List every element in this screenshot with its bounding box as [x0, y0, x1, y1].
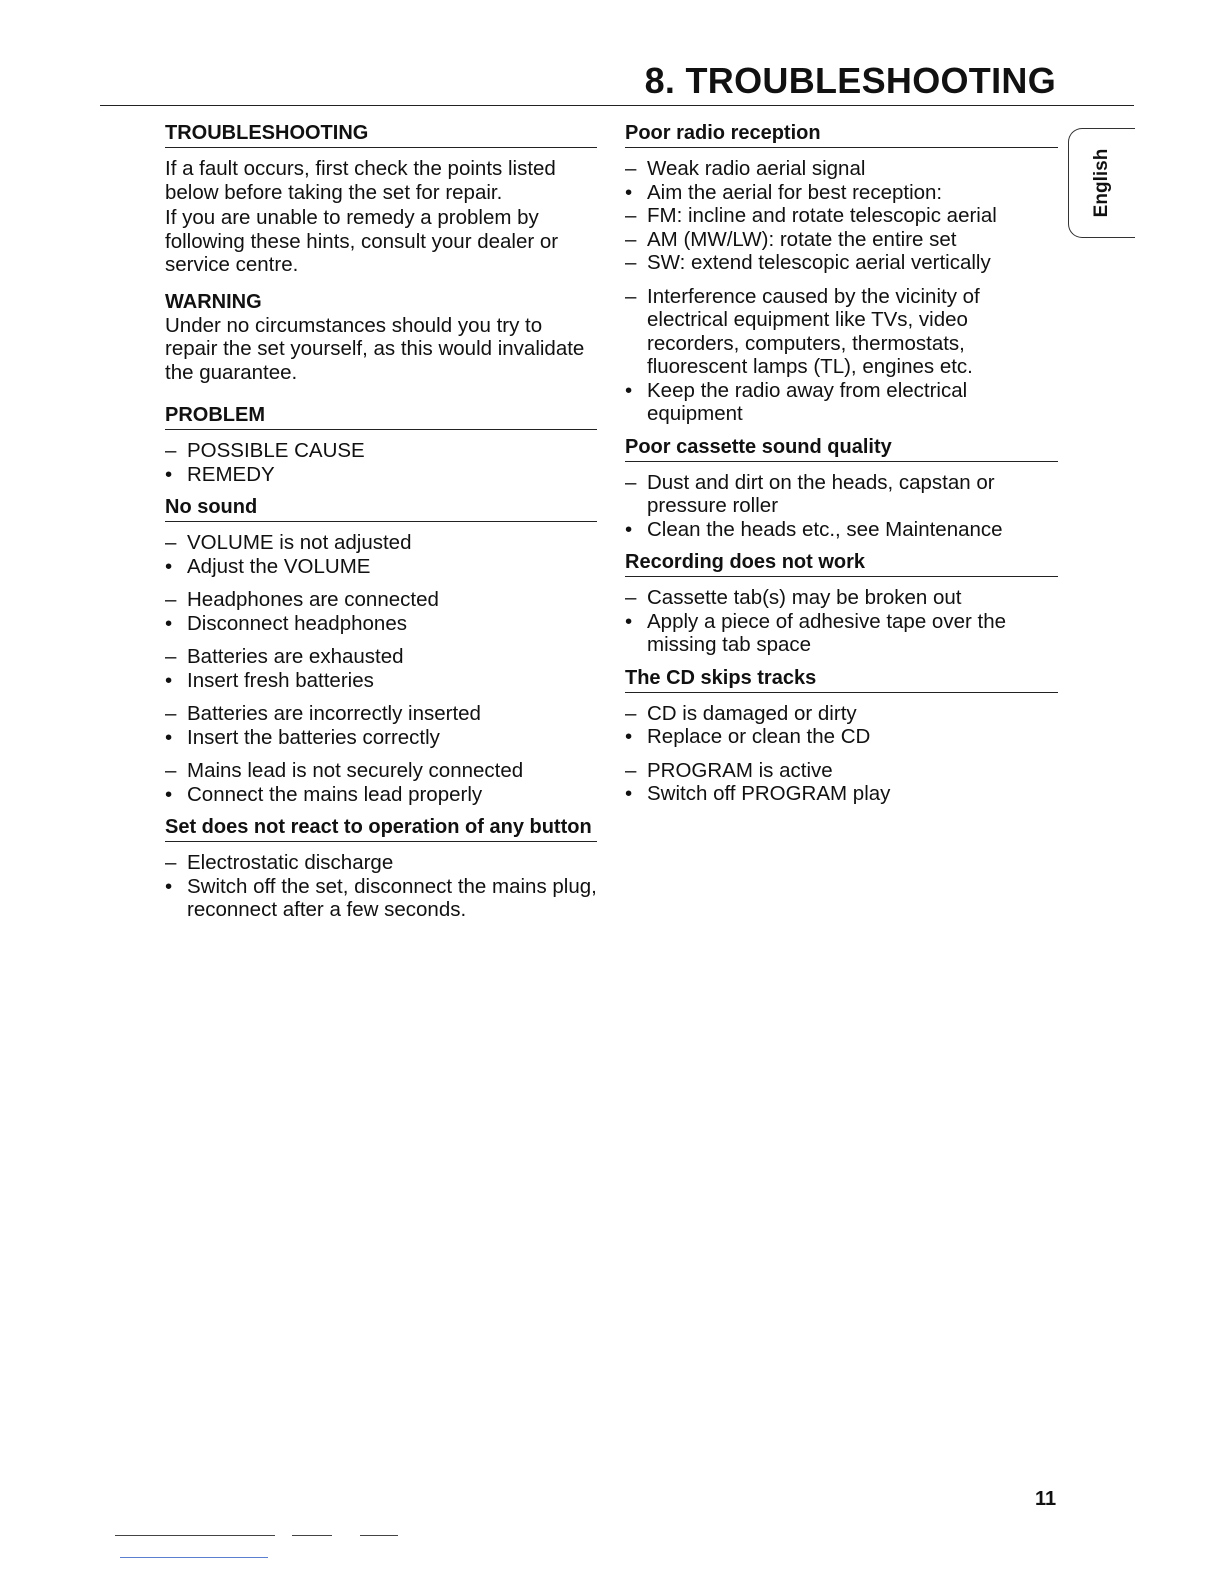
- cassette-section: [625, 436, 1058, 542]
- item-text: Clean the heads etc., see Maintenance: [647, 517, 1003, 541]
- problem-section: [165, 404, 597, 486]
- item-text: Weak radio aerial signal: [647, 157, 866, 180]
- item-text: VOLUME is not adjusted: [187, 531, 412, 554]
- no-react-heading: Set does not react to operation of any button: [165, 816, 597, 842]
- list-item: [165, 783, 597, 807]
- intro-paragraph: If you are unable to remedy a problem by following these hints, consult your dealer or service centre.: [165, 206, 559, 276]
- language-tab-label: English: [1091, 148, 1112, 218]
- bullet-mark: •: [625, 378, 633, 402]
- dash-mark: –: [625, 157, 637, 180]
- item-group: [625, 759, 1058, 806]
- dash-mark: –: [165, 531, 177, 554]
- item-text: Aim the aerial for best reception:: [647, 180, 943, 204]
- item-text: Cassette tab(s) may be broken out: [647, 586, 962, 609]
- list-item: [165, 463, 597, 487]
- bullet-mark: •: [165, 874, 173, 898]
- item-text: Replace or clean the CD: [647, 725, 871, 748]
- dash-mark: –: [165, 588, 177, 611]
- item-group: [625, 586, 1058, 657]
- language-tab: [1068, 128, 1135, 238]
- list-item: [165, 875, 597, 922]
- list-item: [625, 157, 1058, 181]
- item-group: [625, 285, 1058, 426]
- dash-mark: –: [165, 439, 177, 462]
- bullet-mark: •: [165, 782, 173, 806]
- no-sound-heading: No sound: [165, 496, 597, 522]
- item-text: Interference caused by the vicinity of electrical equipment like TVs, video recorders, computers, thermostats, fluorescent lamps (TL), engines etc.: [647, 284, 980, 378]
- item-text: Disconnect headphones: [187, 611, 407, 635]
- list-item: [165, 851, 597, 875]
- list-item: [165, 612, 597, 636]
- item-group: [625, 702, 1058, 749]
- page-title: 8. TROUBLESHOOTING: [644, 60, 1056, 101]
- bullet-mark: •: [165, 462, 173, 486]
- item-group: [165, 645, 597, 692]
- dash-mark: –: [165, 851, 177, 874]
- list-item: [625, 725, 1058, 749]
- item-group: [165, 439, 597, 486]
- radio-heading: Poor radio reception: [625, 122, 1058, 148]
- list-item: [625, 471, 1058, 518]
- dash-mark: –: [625, 758, 637, 782]
- warning-section: [165, 291, 597, 385]
- bullet-mark: •: [625, 725, 633, 748]
- item-text: FM: incline and rotate telescopic aerial: [647, 204, 997, 227]
- item-text: AM (MW/LW): rotate the entire set: [647, 227, 957, 251]
- list-item: [165, 439, 597, 463]
- no-sound-section: [165, 496, 597, 806]
- page-number: 11: [1035, 1488, 1057, 1510]
- item-text: Batteries are exhausted: [187, 645, 404, 668]
- dash-mark: –: [625, 251, 637, 274]
- item-text: Keep the radio away from electrical equipment: [647, 378, 968, 425]
- bullet-mark: •: [165, 725, 173, 749]
- no-react-section: [165, 816, 597, 922]
- item-text: Switch off the set, disconnect the mains plug, reconnect after a few seconds.: [187, 874, 597, 921]
- scan-artifact-line: [120, 1557, 268, 1558]
- list-item: [165, 588, 597, 612]
- dash-mark: –: [165, 759, 177, 782]
- item-group: [165, 759, 597, 806]
- intro-paragraph: If a fault occurs, first check the points listed below before taking the set for repair.: [165, 157, 556, 204]
- item-group: [625, 471, 1058, 542]
- bullet-mark: •: [625, 609, 633, 633]
- list-item: [165, 669, 597, 693]
- item-text: Connect the mains lead properly: [187, 782, 483, 806]
- warning-heading: WARNING: [165, 290, 262, 313]
- item-group: [165, 531, 597, 578]
- list-item: [165, 645, 597, 669]
- list-item: [625, 610, 1058, 657]
- item-text: Batteries are incorrectly inserted: [187, 702, 481, 725]
- dash-mark: –: [625, 470, 637, 494]
- recording-heading: Recording does not work: [625, 551, 1058, 577]
- cd-section: [625, 667, 1058, 806]
- list-item: [165, 726, 597, 750]
- radio-section: [625, 122, 1058, 426]
- scan-artifact-line: [115, 1535, 275, 1536]
- cassette-heading: Poor cassette sound quality: [625, 436, 1058, 462]
- list-item: [165, 531, 597, 555]
- item-text: Apply a piece of adhesive tape over the missing tab space: [647, 609, 1006, 656]
- bullet-mark: •: [165, 611, 173, 635]
- bullet-mark: •: [165, 668, 173, 692]
- header-rule: [100, 105, 1134, 106]
- dash-mark: –: [625, 204, 637, 227]
- list-item: [625, 228, 1058, 252]
- bullet-mark: •: [625, 782, 633, 805]
- warning-text: Under no circumstances should you try to repair the set yourself, as this would invalidate the guarantee.: [165, 313, 585, 384]
- dash-mark: –: [625, 284, 637, 308]
- item-text: Insert fresh batteries: [187, 668, 374, 692]
- scan-artifact-line: [360, 1535, 398, 1536]
- bullet-mark: •: [625, 180, 633, 204]
- list-item: [625, 586, 1058, 610]
- item-text: Insert the batteries correctly: [187, 725, 440, 749]
- item-text: Electrostatic discharge: [187, 851, 394, 874]
- list-item: [625, 251, 1058, 275]
- dash-mark: –: [625, 227, 637, 251]
- item-text: PROGRAM is active: [647, 758, 833, 782]
- list-item: [165, 759, 597, 783]
- item-group: [625, 157, 1058, 275]
- troubleshooting-heading: TROUBLESHOOTING: [165, 122, 597, 148]
- cd-heading: The CD skips tracks: [625, 667, 1058, 693]
- item-group: [165, 588, 597, 635]
- item-group: [165, 702, 597, 749]
- bullet-mark: •: [165, 554, 173, 578]
- list-item: [625, 181, 1058, 205]
- item-text: REMEDY: [187, 462, 275, 486]
- list-item: [625, 518, 1058, 542]
- item-text: Adjust the VOLUME: [187, 554, 371, 578]
- list-item: [625, 759, 1058, 783]
- dash-mark: –: [625, 586, 637, 609]
- left-column: [165, 122, 597, 932]
- list-item: [625, 285, 1058, 379]
- item-text: Headphones are connected: [187, 588, 439, 611]
- right-column: [625, 122, 1058, 816]
- list-item: [625, 702, 1058, 726]
- item-text: POSSIBLE CAUSE: [187, 439, 365, 462]
- bullet-mark: •: [625, 517, 633, 541]
- item-text: CD is damaged or dirty: [647, 701, 857, 725]
- item-text: Switch off PROGRAM play: [647, 782, 891, 805]
- dash-mark: –: [165, 702, 177, 725]
- problem-heading: PROBLEM: [165, 404, 597, 430]
- scan-artifact-line: [292, 1535, 332, 1536]
- troubleshooting-section: [165, 122, 597, 277]
- dash-mark: –: [165, 645, 177, 668]
- dash-mark: –: [625, 701, 637, 725]
- item-text: Mains lead is not securely connected: [187, 759, 524, 782]
- item-text: Dust and dirt on the heads, capstan or pressure roller: [647, 470, 995, 517]
- list-item: [625, 379, 1058, 426]
- list-item: [165, 555, 597, 579]
- item-group: [165, 851, 597, 922]
- list-item: [625, 204, 1058, 228]
- list-item: [625, 782, 1058, 806]
- recording-section: [625, 551, 1058, 657]
- item-text: SW: extend telescopic aerial vertically: [647, 251, 991, 274]
- list-item: [165, 702, 597, 726]
